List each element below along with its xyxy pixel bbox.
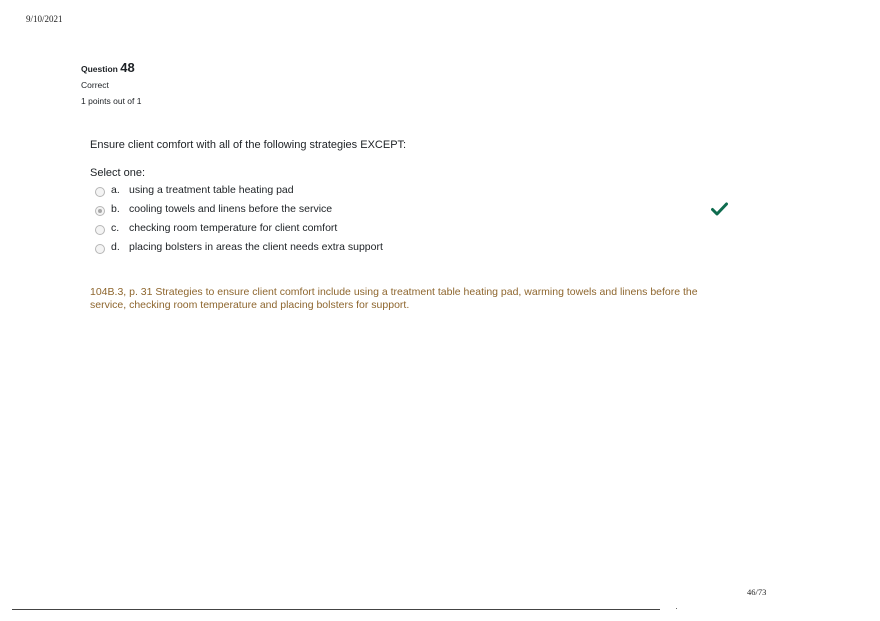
option-letter: c. bbox=[111, 221, 120, 234]
answer-option-c[interactable] bbox=[95, 218, 735, 237]
option-text: cooling towels and linens before the service bbox=[129, 202, 333, 215]
answer-option-a[interactable] bbox=[95, 180, 735, 199]
radio-button-selected[interactable] bbox=[95, 206, 105, 216]
question-info bbox=[81, 60, 142, 106]
question-label: Question bbox=[81, 64, 118, 74]
option-letter: b. bbox=[111, 202, 120, 215]
page-number: 46/73 bbox=[747, 587, 767, 597]
option-text: checking room temperature for client comfort bbox=[129, 221, 338, 234]
option-letter: d. bbox=[111, 240, 120, 253]
checkmark-icon bbox=[711, 202, 728, 216]
answer-option-d[interactable] bbox=[95, 237, 735, 256]
option-text: placing bolsters in areas the client needs extra support bbox=[129, 240, 383, 253]
question-state: Correct bbox=[81, 80, 109, 90]
footer-divider bbox=[12, 609, 660, 610]
question-number-value: 48 bbox=[120, 60, 135, 75]
question-number bbox=[81, 60, 142, 77]
radio-button[interactable] bbox=[95, 187, 105, 197]
footer-mark bbox=[676, 608, 677, 609]
general-feedback: 104B.3, p. 31 Strategies to ensure client comfort include using a treatment table heating pad, warming towels and linens before the service, checking room temperature and placing bolsters for support. bbox=[90, 286, 698, 311]
answer-option-b[interactable] bbox=[95, 199, 735, 218]
radio-button[interactable] bbox=[95, 225, 105, 235]
radio-button[interactable] bbox=[95, 244, 105, 254]
question-grade: 1 points out of 1 bbox=[81, 96, 142, 106]
print-date: 9/10/2021 bbox=[26, 14, 63, 24]
answer-options bbox=[95, 180, 735, 256]
question-text: Ensure client comfort with all of the following strategies EXCEPT: bbox=[90, 139, 407, 151]
select-one-prompt: Select one: bbox=[90, 167, 146, 179]
option-letter: a. bbox=[111, 183, 120, 196]
option-text: using a treatment table heating pad bbox=[129, 183, 294, 196]
